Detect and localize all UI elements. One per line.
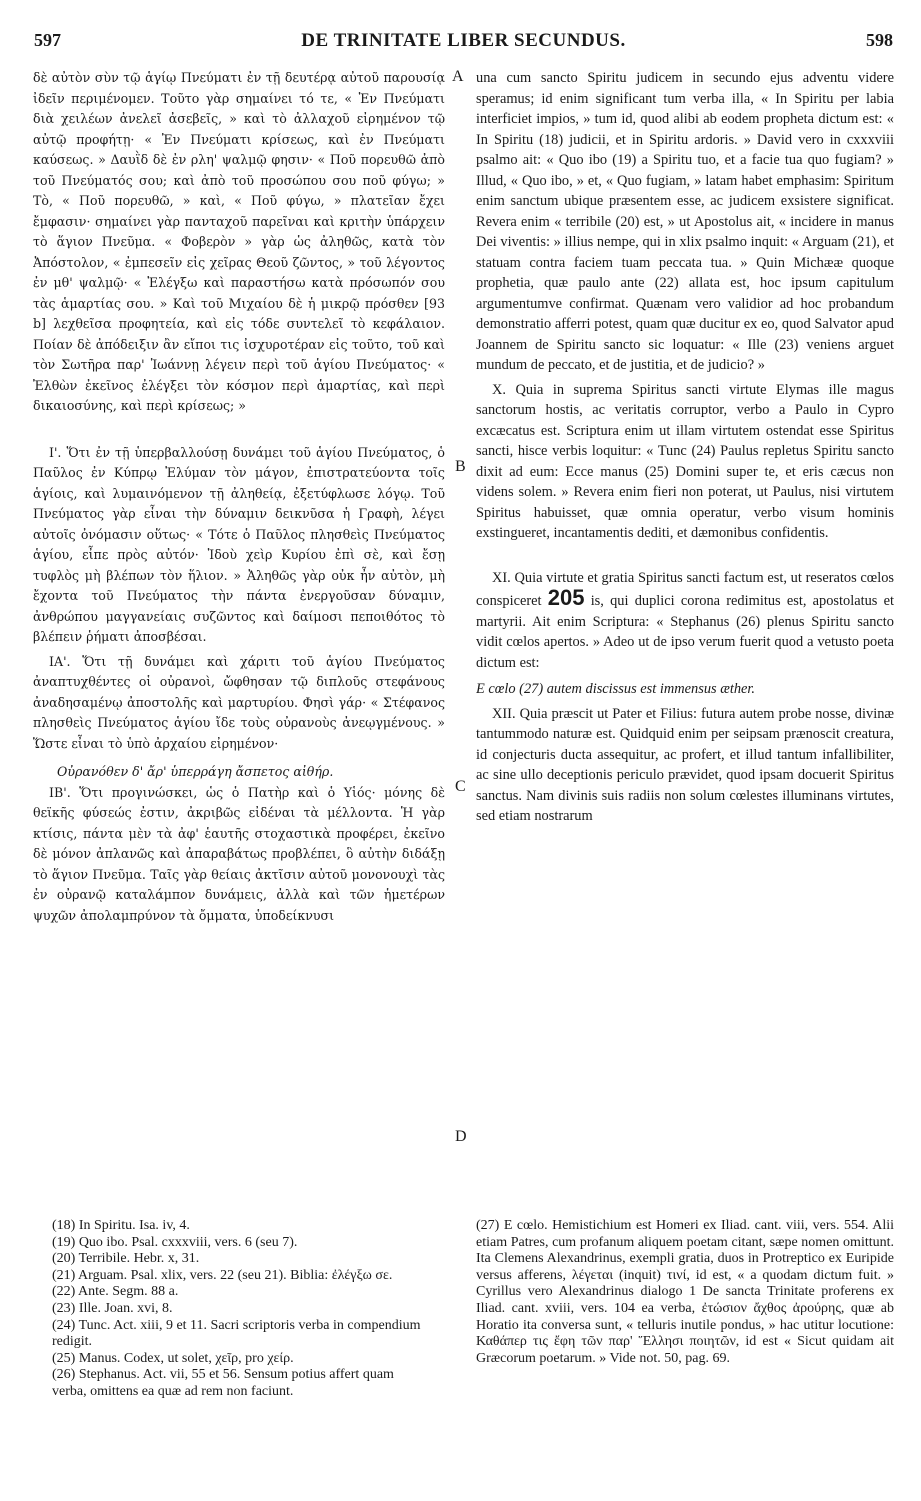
section-marker-b: B	[455, 458, 466, 475]
greek-paragraph-3: ΙΑ'. Ὅτι τῇ δυνάμει καὶ χάριτι τοῦ ἁγίου Πνεύματος ἀναπτυχθέντες οἱ οὐρανοὶ, ὤφθησαν τῷ διπλοῦς στεφάνους ἀναδησαμένῳ ἀποστολῆς καὶ μαρτυρίου. Φησὶ γάρ· « Στέφανος πλησθεὶς Πνεύματος ἁγίου ἴδε τοὺς οὐρανοὺς ἀνεῳγμένους. » Ὥστε εἶναι τὸ ὑπὸ ἀρχαίου εἰρημένον·	[33, 653, 445, 751]
footnotes-left	[52, 1218, 428, 1401]
footnote: (26) Stephanus. Act. vii, 55 et 56. Sensum potius affert quam verba, omittens ea quæ ad rem non faciunt.	[52, 1367, 394, 1399]
running-header	[34, 30, 893, 56]
latin-paragraph-3-start: XI. Quia virtute et gratia Spiritus sancti factum est, ut reseratos cœlos conspiceret	[476, 569, 894, 609]
latin-column	[476, 68, 894, 1201]
greek-paragraph-2: Ι'. Ὅτι ἐν τῇ ὑπερβαλλούσῃ δυνάμει τοῦ ἁγίου Πνεύματος, ὁ Παῦλος ἐν Κύπρῳ Ἐλύμαν τὸν μάγον, ἐπιστρατεύοντα τοῖς ἁγίοις, καὶ λυμαινόμενον τῇ ἀληθείᾳ, ἐξετύφλωσε λόγῳ. Τοῦ Πνεύματος γὰρ εἶναι τὴν δύναμιν δεικνῦσα ἡ Γραφὴ, λέγει αὐτοῖς ὀνόμασιν οὕτως· « Τότε ὁ Παῦλος πλησθεὶς Πνεύματος ἁγίου, εἶπε πρὸς αὐτόν· Ἰδοὺ χεὶρ Κυρίου ἐπὶ σὲ, καὶ ἔσῃ τυφλὸς μὴ βλέπων τὸν ἥλιον. » Ἀληθῶς γὰρ οὐκ ἦν αὐτὸν, μὴ ἔχοντα τοῦ Πνεύματος τὴν πάντα ἐνεργοῦσαν δύναμιν, ἀνθρώπου μαγγανείαις συζῶντος καὶ δαίμοσι πεποιθότος τὸ βλέπειν ῥήματι ἀποσβέσαι.	[33, 444, 445, 644]
greek-column	[33, 68, 445, 1201]
greek-verse: Οὐρανόθεν δ' ἄρ' ὑπερράγη ἄσπετος αἰθήρ.	[57, 764, 334, 779]
footnote: (20) Terribile. Hebr. x, 31.	[52, 1251, 200, 1267]
page-title: DE TRINITATE LIBER SECUNDUS.	[301, 30, 626, 51]
footnote: (18) In Spiritu. Isa. iv, 4.	[52, 1218, 190, 1233]
footnote: (24) Tunc. Act. xiii, 9 et 11. Sacri scriptoris verba in compendium redigit.	[52, 1317, 421, 1350]
latin-paragraph-4: XII. Quia præscit ut Pater et Filius: futura autem probe nosse, divinæ tantummodo naturæ est. Quidquid enim per seipsam prænoscit creatura, id conjecturis ducta assequitur, ac profert, et illud tantum infallibiliter, ac sine ullo deceptionis periculo prævidet, quod ipsam docuerit Spiritus sanctus. Nam divinis suis radiis non solum cœlestes illuminans virtutes, sed etiam nostrarum	[476, 705, 894, 824]
footnote: (22) Ante. Segm. 88 a.	[52, 1284, 179, 1300]
footnotes-right	[476, 1218, 894, 1367]
latin-verse: E cœlo (27) autem discissus est immensus æther.	[476, 681, 756, 697]
footnote: (23) Ille. Joan. xvi, 8.	[52, 1300, 173, 1316]
footnote: (21) Arguam. Psal. xlix, vers. 22 (seu 21). Biblia: ἐλέγξω σε.	[52, 1267, 393, 1283]
footnote: (27) E cœlo. Hemistichium est Homeri ex Iliad. cant. viii, vers. 554. Alii etiam Patres, cum profanum aliquem poetam citant, sæpe nomen omittunt. Ita Clemens Alexandrinus, exempli gratia, duos in Protreptico ex Euripide versus afferens, λέγεται (inquit) τινί, id est, « a quodam dictum fuit. » Cyrillus vero Alexandrinus dialogo 1 De sancta Trinitate proferens ex Iliad. cant. xviii, vers. 104 ea verba, ἐτώσιον ἄχθος ἀρούρης, quæ ab Horatio ita conversa sunt, « telluris inutile pondus, » hac utitur locutione: Καθάπερ τις ἔφη τῶν παρ' Ἕλλησι ποιητῶν, id est « Sicut quidam ait Græcorum poetarum. » Vide not. 50, pag. 69.	[476, 1218, 894, 1366]
page-number-right: 598	[866, 30, 893, 50]
column-number: 205	[547, 585, 585, 610]
latin-paragraph-2: X. Quia in suprema Spiritus sancti virtute Elymas ille magus sanctorum hostis, ac veritatis corruptor, verbo a Paulo in Cypro excæcatus est. Scriptura enim ut illam virtutem ostendat esse Spiritus sancti, hisce verbis loquitur: « Tunc (24) Paulus repletus Spiritu sancto dixit ad eum: Ecce manus (25) Domini super te, et eris cæcus non videns solem. » Revera enim fieri non poterat, ut Paulus, nisi virtutem Spiritus habuisset, quæ omnia operatur, verbo visum hominis exstingueret, incantamentis dediti, et dæmonibus confidentis.	[476, 381, 894, 541]
section-marker-d: D	[455, 1128, 467, 1145]
section-marker-c: C	[455, 778, 466, 795]
footnote: (19) Quo ibo. Psal. cxxxviii, vers. 6 (seu 7).	[52, 1234, 298, 1250]
greek-paragraph-4: ΙΒ'. Ὅτι προγινώσκει, ὡς ὁ Πατὴρ καὶ ὁ Υἱός· μόνης δὲ θεϊκῆς φύσεώς ἐστιν, ἀκριβῶς εἰδέναι τὰ μέλλοντα. Ἡ γὰρ κτίσις, πάντα μὲν τὰ ἀφ' ἑαυτῆς στοχαστικὰ προφέρει, ἐκεῖνο δὲ μόνον ἀπλανῶς καὶ ἀπαραβάτως προβλέπει, ὃ αὐτὴν διδάξῃ τὸ ἅγιον Πνεῦμα. Ταῖς γὰρ θείαις ἀκτῖσιν αὐτοῦ μονονουχὶ τὰς ἐν οὐρανῷ καταλάμπον δυνάμεις, ἀλλὰ καὶ τῶν ἡμετέρων ψυχῶν ἀπολαμπρύνον τὰ ὄμματα, ὑποδείκνυσι	[33, 784, 445, 923]
footnote: (25) Manus. Codex, ut solet, χεῖρ, pro χείρ.	[52, 1350, 294, 1366]
page-number-left: 597	[34, 30, 61, 50]
greek-paragraph-1: δὲ αὐτὸν σὺν τῷ ἁγίῳ Πνεύματι ἐν τῇ δευτέρᾳ αὐτοῦ παρουσίᾳ ἰδεῖν περιμένομεν. Τοῦτο γὰρ σημαίνει τό τε, « Ἐν Πνεύματι διὰ χειλέων ἀνελεῖ ἀσεβεῖς, » καὶ τὸ ἀλλαχοῦ εἰρημένον τῷ αὐτῷ προφήτῃ· « Ἐν Πνεύματι κρίσεως, καὶ ἐν Πνεύματι καύσεως. » Δαυῒδ δὲ ἐν ρλη' ψαλμῷ φησιν· « Ποῦ πορευθῶ ἀπὸ τοῦ Πνεύματός σου; καὶ ἀπὸ τοῦ προσώπου σου ποῦ φύγω; » Τὸ, « Ποῦ πορευθῶ, » καὶ, « Ποῦ φύγω, » πλατεῖαν ἔχει ἔμφασιν· σημαίνει γὰρ πανταχοῦ παρεῖναι καὶ κριτὴν ὑπάρχειν τὸ ἅγιον Πνεῦμα. « Φοβερὸν » γὰρ ὡς ἀληθῶς, κατὰ τὸν Ἀπόστολον, « ἐμπεσεῖν εἰς χεῖρας Θεοῦ ζῶντος, » τοῦ λέγοντος ἐν μθ' ψαλμῷ· « Ἐλέγξω καὶ παραστήσω κατὰ πρόσωπόν σου τὰς ἁμαρτίας σου. » Καὶ τοῦ Μιχαίου δὲ ἡ μικρῷ πρόσθεν [93 b] λεχθεῖσα προφητεία, καὶ εἰς τόδε συντελεῖ τὸ κεφάλαιον. Ποίαν δὲ ἀπόδειξιν ἂν εἴποι τις ἰσχυροτέραν εἰς τοῦτο, τοῦ καὶ τὸν Σωτῆρα παρ' Ἰωάννῃ λέγειν περὶ τοῦ ἁγίου Πνεύματος· « Ἐλθὼν ἐκεῖνος ἐλέγξει τὸν κόσμον περὶ ἁμαρτίας, καὶ περὶ δικαιοσύνης, καὶ περὶ κρίσεως; »	[33, 70, 445, 413]
section-marker-a: A	[452, 68, 464, 85]
latin-paragraph-3-end: is, qui duplici corona redimitus est, apostolatus et martyrii. Ait enim Scriptura: « Stephanus (26) plenus Spiritu sancto vidit cœlos apertos. » Adeo ut de ipso verum fuerit quod a vetusto poeta dictum est:	[476, 593, 894, 671]
latin-paragraph-1: una cum sancto Spiritu judicem in secundo ejus adventu videre speramus; id enim significant tum verba illa, « In Spiritu per labia interficiet impios, » tum id, quod alibi ab eodem propheta dictum est: « In Spiritu (18) judicii, et in Spiritu ardoris. » David vero in cxxxviii psalmo ait: « Quo ibo (19) a Spiritu tuo, et a facie tua quo fugiam? » Illud, « Quo ibo, » et, « Quo fugiam, » latam habet emphasim: Spiritum enim sanctum ubique præsentem esse, ac judicem exsistere significat. Revera enim « terribile (20) est, » ut Apostolus ait, « incidere in manus Dei viventis: » illius nempe, qui in xlix psalmo inquit: « Arguam (21), et statuam contra faciem tuam peccata tua. » Quin Michææ quoque prophetia, quæ paulo ante (22) allata est, hoc ipsum capitulum argumentumve confirmat. Quænam vero validior ad hoc probandum demonstratio afferri potest, quam quæ ducitur ex eo, quod Salvator apud Joannem de Spiritu sancto sic loquatur: « Ille (23) veniens arguet mundum de peccato, et de justitia, et de judicio? »	[476, 70, 894, 373]
latin-paragraph-3	[476, 568, 894, 674]
